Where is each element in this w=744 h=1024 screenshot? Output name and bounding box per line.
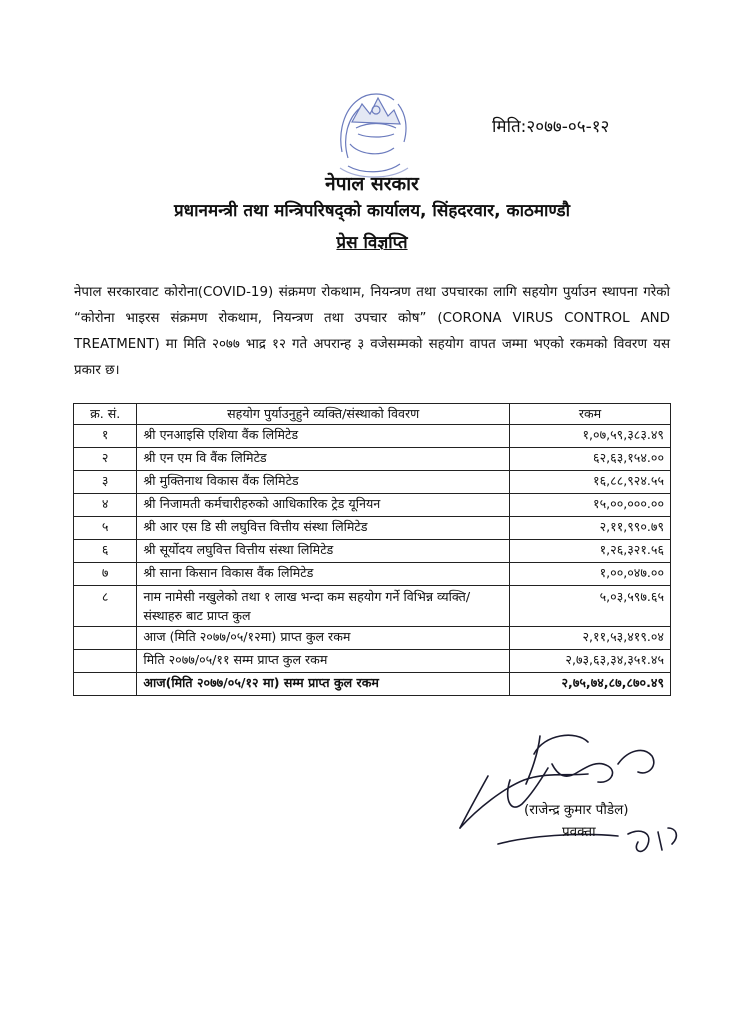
document-title: प्रेस विज्ञप्ति [336, 233, 408, 253]
issue-date: मिति:२०७७-०५-१२ [492, 117, 610, 137]
today-total-row [74, 627, 671, 650]
row-sn: ५ [74, 517, 137, 540]
today-total-label: आज (मिति २०७७/०५/१२मा) प्राप्त कुल रकम [137, 627, 510, 650]
grand-total-row [74, 673, 671, 696]
previous-total-row [74, 650, 671, 673]
grand-total-label: आज(मिति २०७७/०५/१२ मा) सम्म प्राप्त कुल रकम [137, 673, 510, 696]
row-donor: नाम नामेसी नखुलेको तथा १ लाख भन्दा कम सहयोग गर्ने विभिन्न व्यक्ति/संस्थाहरु बाट प्राप्त कुल [137, 586, 510, 627]
row-donor: श्री निजामती कर्मचारीहरुको आधिकारिक ट्रेड यूनियन [137, 494, 510, 517]
row-sn: १ [74, 425, 137, 448]
row-sn: २ [74, 448, 137, 471]
government-name: नेपाल सरकार [325, 173, 419, 195]
previous-total-amount: २,७३,६३,३४,३५१.४५ [509, 650, 670, 673]
office-name: प्रधानमन्त्री तथा मन्त्रिपरिषद्को कार्यालय, सिंहदरवार, काठमाण्डौ [173, 201, 570, 221]
row-amount: १,००,०४७.०० [509, 563, 670, 586]
row-amount: १६,८८,९२४.५५ [509, 471, 670, 494]
row-donor: श्री एनआइसि एशिया वैंक लिमिटेड [137, 425, 510, 448]
row-donor: श्री सूर्योदय लघुवित्त वित्तीय संस्था लिमिटेड [137, 540, 510, 563]
row-sn: ४ [74, 494, 137, 517]
row-amount: १,०७,५९,३८३.४९ [509, 425, 670, 448]
row-donor: श्री आर एस डि सी लघुवित्त वित्तीय संस्था लिमिटेड [137, 517, 510, 540]
today-total-amount: २,११,५३,४१९.०४ [509, 627, 670, 650]
row-amount: २,११,९९०.७९ [509, 517, 670, 540]
table-row [74, 586, 671, 627]
col-header-sn: क्र. सं. [74, 404, 137, 425]
row-amount: ६२,६३,१५४.०० [509, 448, 670, 471]
table-row [74, 517, 671, 540]
col-header-amount: रकम [509, 404, 670, 425]
table-row [74, 471, 671, 494]
grand-total-amount: २,७५,७४,८७,८७०.४९ [509, 673, 670, 696]
row-sn: ६ [74, 540, 137, 563]
row-sn-empty [74, 627, 137, 650]
row-sn: ३ [74, 471, 137, 494]
intro-paragraph: नेपाल सरकारवाट कोरोना(COVID-19) संक्रमण रोकथाम, नियन्त्रण तथा उपचारका लागि सहयोग पुर्याउन स्थापना गरेको “कोरोना भाइरस संक्रमण रोकथाम, नियन्त्रण तथा उपचार कोष” (CORONA VIRUS CONTROL AND TREATMENT) मा मिति २०७७ भाद्र १२ गते अपरान्ह ३ वजेसम्मको सहयोग वापत जम्मा भएको रकमको विवरण यस प्रकार छ। [74, 285, 670, 378]
signatory-name: (राजेन्द्र कुमार पौडेल) [524, 802, 629, 818]
row-donor: श्री मुक्तिनाथ विकास वैंक लिमिटेड [137, 471, 510, 494]
table-row [74, 563, 671, 586]
row-sn-empty [74, 673, 137, 696]
table-header-row [74, 404, 671, 425]
row-donor: श्री साना किसान विकास वैंक लिमिटेड [137, 563, 510, 586]
table-row [74, 494, 671, 517]
row-sn: ७ [74, 563, 137, 586]
row-sn: ८ [74, 586, 137, 627]
previous-total-label: मिति २०७७/०५/११ सम्म प्राप्त कुल रकम [137, 650, 510, 673]
table-row [74, 425, 671, 448]
table-row [74, 448, 671, 471]
row-sn-empty [74, 650, 137, 673]
row-amount: ५,०३,५९७.६५ [509, 586, 670, 627]
col-header-donor: सहयोग पुर्याउनुहुने व्यक्ति/संस्थाको विवरण [137, 404, 510, 425]
row-donor: श्री एन एम वि वैंक लिमिटेड [137, 448, 510, 471]
row-amount: १,२६,३२१.५६ [509, 540, 670, 563]
handwritten-signature [448, 724, 688, 874]
table-row [74, 540, 671, 563]
signatory-role: प्रवक्ता [562, 824, 596, 840]
row-amount: १५,००,०००.०० [509, 494, 670, 517]
donation-table [73, 403, 671, 696]
government-emblem-stamp [328, 82, 418, 178]
